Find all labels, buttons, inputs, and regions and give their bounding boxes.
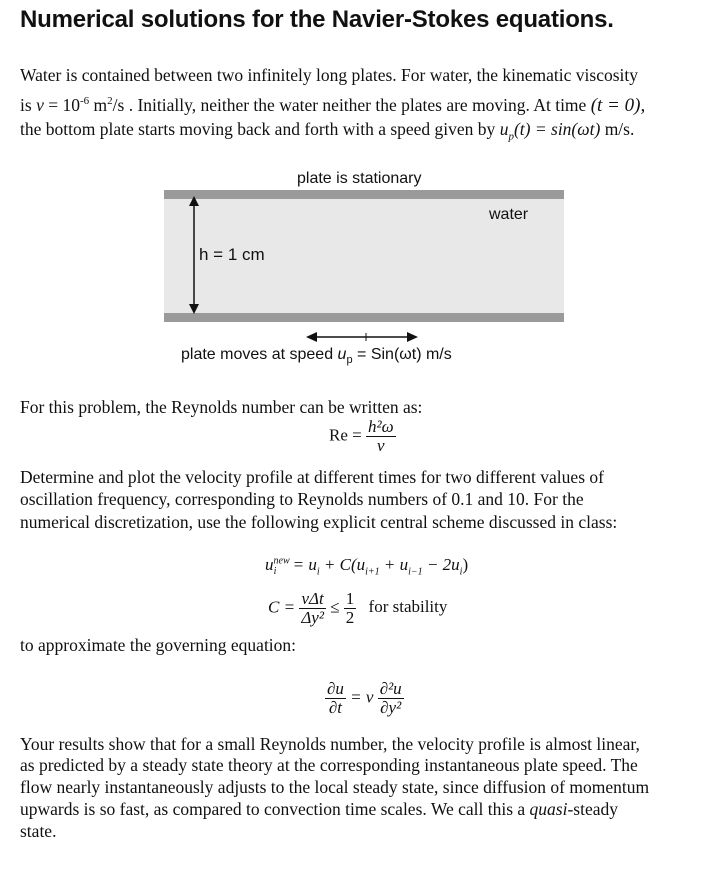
intro-line-1: Water is contained between two infinitely long plates. For water, the kinematic viscosity xyxy=(20,65,639,85)
conclusion-line-3: flow nearly instantaneously adjusts to the local steady state, since diffusion of momentum xyxy=(20,777,650,797)
stability-numerator: νΔt xyxy=(299,590,326,609)
scheme-im1: i−1 xyxy=(408,566,423,578)
scheme-equation xyxy=(265,555,468,577)
half-denominator: 2 xyxy=(345,608,355,627)
scheme-rhs-2: + C(u xyxy=(319,555,366,574)
page-title: Numerical solutions for the Navier-Stokes equations. xyxy=(20,6,614,33)
intro-line-3 xyxy=(20,116,634,150)
stability-text: for stability xyxy=(368,597,448,617)
reynolds-equation xyxy=(329,418,396,455)
conclusion-line-1: Your results show that for a small Reynolds number, the velocity profile is almost linear, xyxy=(20,734,640,754)
scheme-i-sub: i xyxy=(273,566,277,578)
bottom-label-start: plate moves at speed xyxy=(181,346,338,363)
conclusion-line-4-start: upwards is so fast, as compared to convection time scales. We call this a xyxy=(20,799,530,819)
intro-line-3-start: the bottom plate starts moving back and forth with a speed given by xyxy=(20,119,500,139)
intro-line-2 xyxy=(20,88,645,119)
conclusion-line-2: as predicted by a steady state theory at the corresponding instantaneous plate speed. The xyxy=(20,755,638,775)
nu-value: = 10 xyxy=(43,94,80,115)
governing-lhs-denominator: ∂t xyxy=(328,698,343,717)
bottom-plate-label xyxy=(181,346,452,366)
scheme-close: ) xyxy=(462,555,469,574)
reynolds-fraction xyxy=(366,418,396,455)
intro-line-2-start: is xyxy=(20,94,37,115)
reynolds-denominator: ν xyxy=(377,436,385,455)
nu-unit: m xyxy=(89,94,108,115)
stability-le: ≤ xyxy=(330,597,340,617)
bottom-label-sub: p xyxy=(346,354,353,367)
stability-equation xyxy=(268,590,447,627)
task-line-1: Determine and plot the velocity profile at different times for two different values of xyxy=(20,467,604,487)
reynolds-intro: For this problem, the Reynolds number can be written as: xyxy=(20,397,423,417)
plate-speed-subscript: p xyxy=(508,130,514,143)
scheme-u-new: u xyxy=(265,555,274,574)
bottom-plate xyxy=(164,313,564,322)
scheme-ip1: i+1 xyxy=(365,566,380,578)
approx-text: to approximate the governing equation: xyxy=(20,635,297,655)
governing-lhs-numerator: ∂u xyxy=(327,679,344,698)
quasi-emphasis: quasi xyxy=(529,799,568,819)
plate-speed-symbol: u xyxy=(499,119,509,139)
intro-line-3-end: m/s. xyxy=(600,119,635,139)
reynolds-lhs: Re = xyxy=(329,425,362,445)
half-numerator: 1 xyxy=(345,589,355,608)
conclusion-line-4-end: -steady xyxy=(567,799,619,819)
nu-unit-rest: /s . xyxy=(112,94,134,115)
governing-rhs-numerator: ∂²u xyxy=(379,679,402,698)
height-label: h = 1 cm xyxy=(199,245,265,264)
conclusion-line-5: state. xyxy=(20,821,57,841)
oscillation-arrow xyxy=(306,330,418,344)
scheme-new-sup: new xyxy=(273,555,290,567)
top-plate-label: plate is stationary xyxy=(297,170,422,187)
half-fraction xyxy=(344,590,357,627)
bottom-label-end: = Sin(ωt) m/s xyxy=(352,346,452,363)
time-zero: (t = 0), xyxy=(590,94,646,116)
governing-rhs-fraction xyxy=(378,680,404,717)
scheme-minus: − 2u xyxy=(422,555,460,574)
top-plate xyxy=(164,190,564,199)
scheme-rhs-i: i xyxy=(316,566,320,578)
stability-lhs: C = xyxy=(268,597,296,617)
conclusion-line-4 xyxy=(20,796,618,822)
scheme-plus: + u xyxy=(379,555,409,574)
governing-equation xyxy=(325,680,404,717)
reynolds-numerator: h²ω xyxy=(367,417,394,436)
plate-speed-expression: (t) = sin(ωt) xyxy=(513,119,601,139)
stability-denominator: Δy² xyxy=(301,608,324,627)
governing-equals: = ν xyxy=(350,687,374,707)
bottom-label-u: u xyxy=(337,346,347,363)
scheme-minus-i: i xyxy=(459,566,463,578)
governing-rhs-denominator: ∂y² xyxy=(380,698,402,717)
task-line-2: oscillation frequency, corresponding to Reynolds numbers of 0.1 and 10. For the xyxy=(20,489,584,509)
nu-symbol: ν xyxy=(36,94,44,115)
nu-unit-exponent: 2 xyxy=(107,95,113,107)
task-line-3: numerical discretization, use the following explicit central scheme discussed in class: xyxy=(20,512,618,532)
water-label: water xyxy=(489,206,529,223)
scheme-rhs: = u xyxy=(288,555,317,574)
governing-lhs-fraction xyxy=(325,680,346,717)
nu-exponent: -6 xyxy=(79,95,90,107)
intro-line-2-text: Initially, neither the water neither the plates are moving. At time xyxy=(133,94,591,115)
stability-fraction xyxy=(299,590,326,627)
